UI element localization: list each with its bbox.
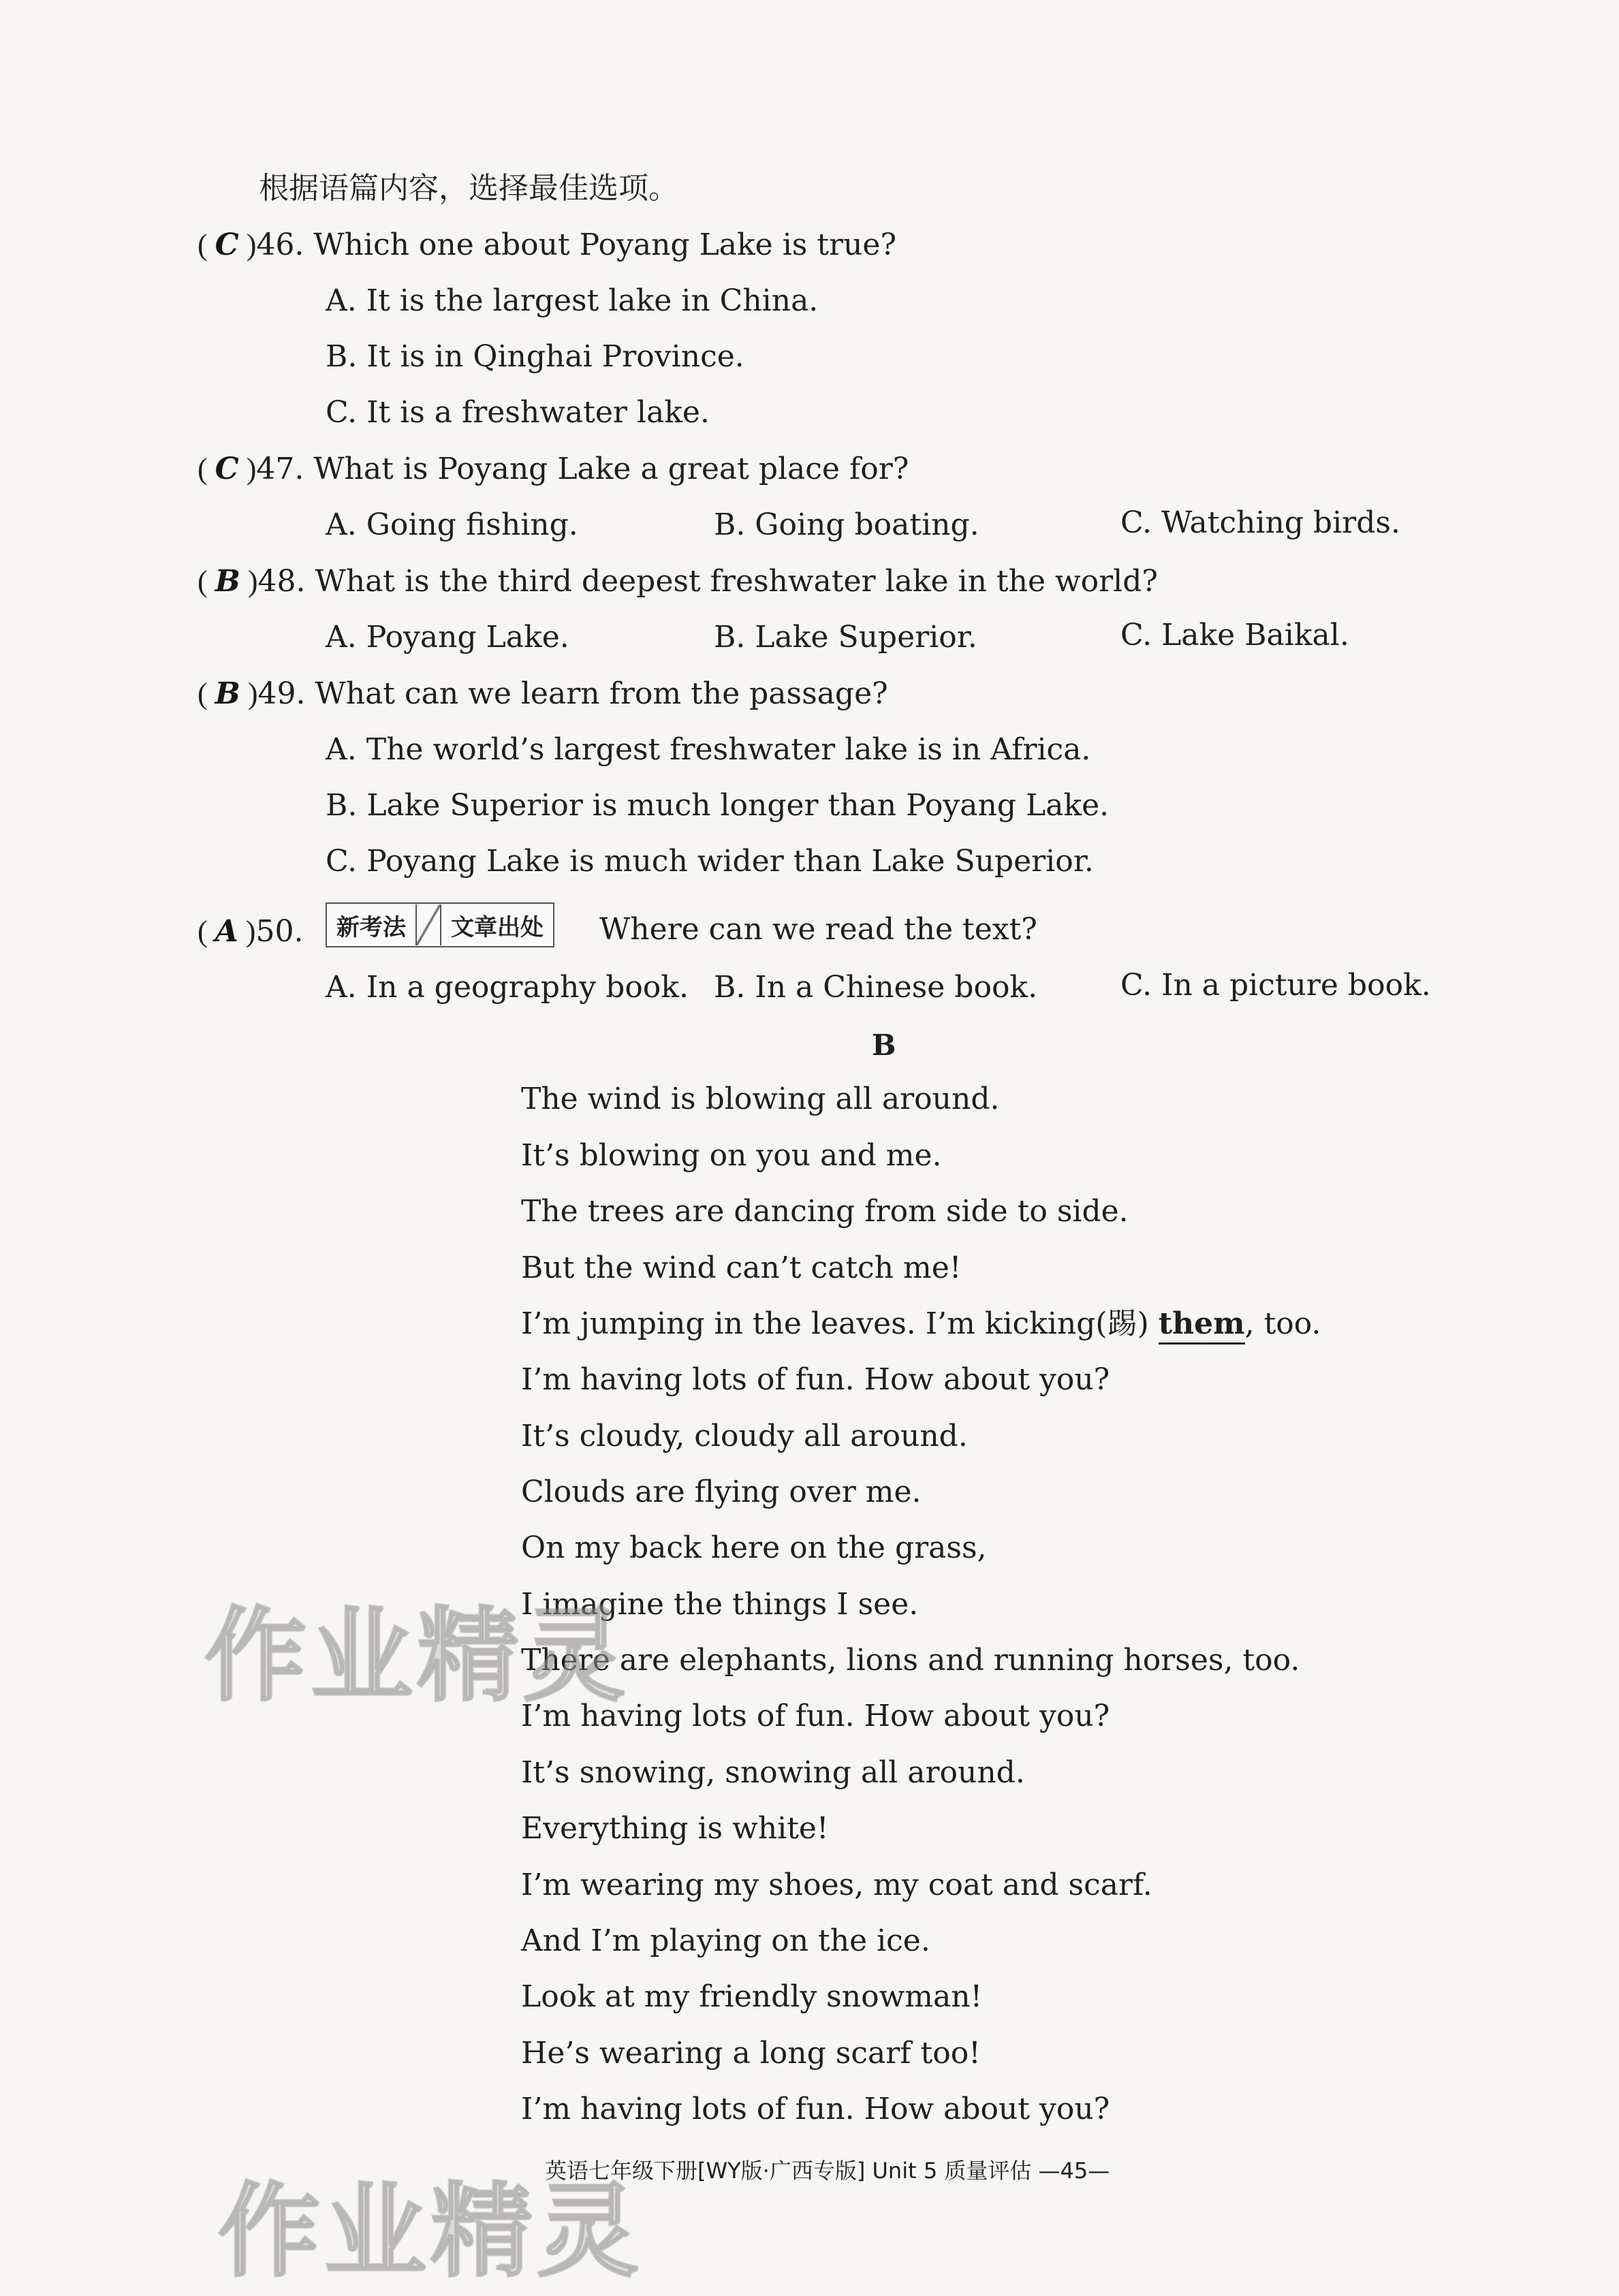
question-text: Where can we read the text? [599,912,1037,947]
poem-line: The trees are dancing from side to side. [521,1194,1129,1229]
poem-line: I’m wearing my shoes, my coat and scarf. [521,1868,1152,1902]
option-49-b: B. Lake Superior is much longer than Poyang Lake. [326,788,1110,823]
poem-line: Everything is white! [521,1811,829,1846]
option-46-b: B. It is in Qinghai Province. [326,339,744,374]
underlined-word: them [1159,1306,1245,1344]
poem-line: Look at my friendly snowman! [521,1979,983,2014]
answer-49: B [215,676,240,711]
option-50-a: A. In a geography book. [326,970,689,1005]
answer-48: B [215,564,240,599]
poem-line: It’s snowing, snowing all around. [521,1755,1025,1790]
option-47-c: C. Watching birds. [1120,505,1400,540]
question-50: ( A )50. [198,914,304,949]
tag-divider [415,905,441,945]
poem-line: He’s wearing a long scarf too! [521,2036,981,2071]
poem-line-suffix: , too. [1244,1306,1321,1341]
poem-line: Clouds are flying over me. [521,1475,922,1509]
question-47: ( C )47. What is Poyang Lake a great place for? [198,452,909,486]
question-number: 46. [256,227,304,262]
poem-line-with-underline [521,1306,1321,1341]
poem-line: I’m having lots of fun. How about you? [521,2092,1110,2126]
option-46-c: C. It is a freshwater lake. [326,395,710,430]
poem-line: There are elephants, lions and running horses, too. [521,1643,1300,1678]
question-48: ( B )48. What is the third deepest freshwater lake in the world? [198,564,1158,599]
poem-line-text: I’m jumping in the leaves. I’m kicking(踢) [521,1306,1159,1341]
answer-50: A [215,914,238,949]
answer-47: C [215,452,239,486]
page-footer: 英语七年级下册[WY版·广西专版] Unit 5 质量评估 —45— [545,2158,1110,2184]
poem-line: It’s blowing on you and me. [521,1138,942,1173]
question-number: 48. [257,564,306,599]
option-46-a: A. It is the largest lake in China. [326,283,819,318]
option-48-b: B. Lake Superior. [714,620,977,655]
question-text: What can we learn from the passage? [315,676,888,711]
poem-line: I’m having lots of fun. How about you? [521,1699,1110,1733]
poem-line: It’s cloudy, cloudy all around. [521,1419,968,1453]
question-49: ( B )49. What can we learn from the passage? [198,676,888,711]
option-48-a: A. Poyang Lake. [326,620,569,655]
watermark: 作业精灵 [204,1597,630,1716]
question-number: 49. [257,676,306,711]
option-50-b: B. In a Chinese book. [714,970,1038,1005]
poem-line: I’m having lots of fun. How about you? [521,1362,1110,1397]
question-number: 50. [255,914,304,949]
option-47-a: A. Going fishing. [326,507,578,542]
poem-line: I imagine the things I see. [521,1587,919,1622]
question-46: ( C )46. Which one about Poyang Lake is true? [198,227,897,262]
question-tag [326,902,554,947]
watermark: 作业精灵 [218,2173,644,2291]
answer-46: C [215,227,239,262]
question-text: Which one about Poyang Lake is true? [313,227,897,262]
tag-new-method: 新考法 [336,913,406,941]
section-heading-b: B [872,1028,896,1062]
poem-line: But the wind can’t catch me! [521,1251,962,1285]
tag-source: 文章出处 [451,913,544,941]
option-50-c: C. In a picture book. [1120,968,1431,1003]
question-number: 47. [256,452,304,486]
poem-line: On my back here on the grass, [521,1530,987,1565]
option-48-c: C. Lake Baikal. [1120,618,1349,652]
option-49-a: A. The world’s largest freshwater lake is in Africa. [326,732,1091,767]
poem-line: The wind is blowing all around. [521,1082,1000,1116]
poem-line: And I’m playing on the ice. [521,1923,930,1958]
question-text: What is the third deepest freshwater lake in the world? [315,564,1158,599]
question-text: What is Poyang Lake a great place for? [313,452,909,486]
option-49-c: C. Poyang Lake is much wider than Lake Superior. [326,844,1094,879]
option-47-b: B. Going boating. [714,507,979,542]
instruction-text: 根据语篇内容，选择最佳选项。 [259,171,678,206]
